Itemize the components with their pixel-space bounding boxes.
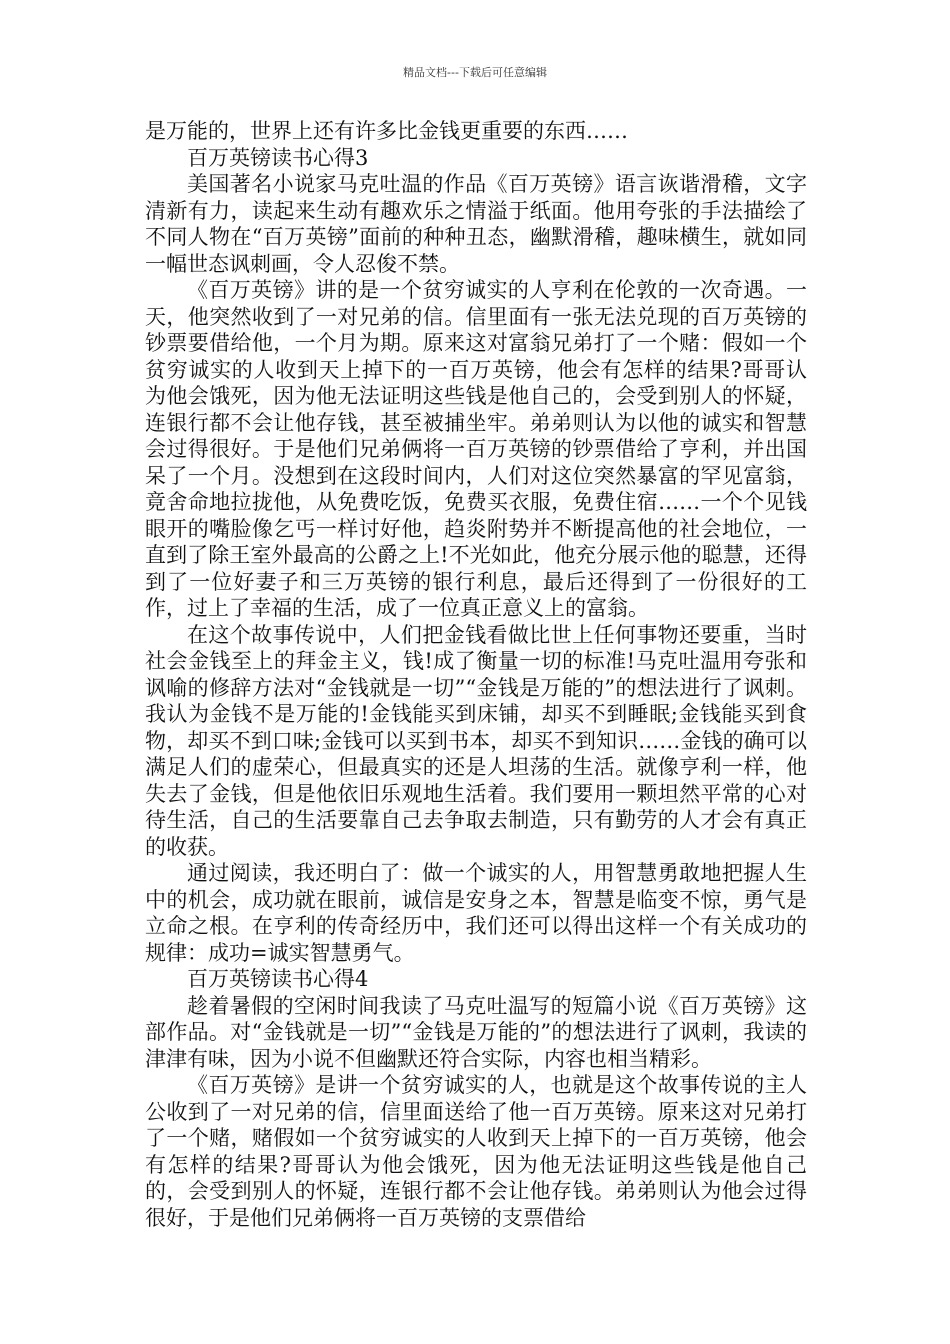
paragraph: 趁着暑假的空闲时间我读了马克吐温写的短篇小说《百万英镑》这部作品。对“金钱就是一切”“金钱是万能的”的想法进行了讽刺，我读的津津有味，因为小说不但幽默还符合实际，内容也相当精彩。	[145, 993, 807, 1071]
paragraph: 《百万英镑》是讲一个贫穷诚实的人，也就是这个故事传说的主人公收到了一对兄弟的信，信里面送给了他一百万英镑。原来这对兄弟打了一个赌，赌假如一个贫穷诚实的人收到天上掉下的一百万英镑，他会有怎样的结果?哥哥认为他会饿死，因为他无法证明这些钱是他自己的，会受到别人的怀疑，连银行都不会让他存钱。弟弟则认为他会过得很好，于是他们兄弟俩将一百万英镑的支票借给	[145, 1073, 807, 1230]
section-heading-3: 百万英镑读书心得3	[187, 145, 369, 170]
paragraph: 《百万英镑》讲的是一个贫穷诚实的人亨利在伦敦的一次奇遇。一天，他突然收到了一对兄弟的信。信里面有一张无法兑现的百万英镑的钞票要借给他，一个月为期。原来这对富翁兄弟打了一个赌：假如一个贫穷诚实的人收到天上掉下的一百万英镑，他会有怎样的结果?哥哥认为他会饿死，因为他无法证明这些钱是他自己的，会受到别人的怀疑，连银行都不会让他存钱，甚至被捕坐牢。弟弟则认为以他的诚实和智慧会过得很好。于是他们兄弟俩将一百万英镑的钞票借给了亨利，并出国呆了一个月。没想到在这段时间内，人们对这位突然暴富的罕见富翁，竟舍命地拉拢他，从免费吃饭，免费买衣服，免费住宿……一个个见钱眼开的嘴脸像乞丐一样讨好他，趋炎附势并不断提高他的社会地位，一直到了除王室外最高的公爵之上!不光如此，他充分展示他的聪慧，还得到了一位好妻子和三万英镑的银行利息，最后还得到了一份很好的工作，过上了幸福的生活，成了一位真正意义上的富翁。	[145, 278, 807, 620]
paragraph: 美国著名小说家马克吐温的作品《百万英镑》语言诙谐滑稽，文字清新有力，读起来生动有趣欢乐之情溢于纸面。他用夸张的手法描绘了不同人物在“百万英镑”面前的种种丑态，幽默滑稽，趣味横生，就如同一幅世态讽刺画，令人忍俊不禁。	[145, 172, 807, 276]
paragraph: 在这个故事传说中，人们把金钱看做比世上任何事物还要重，当时社会金钱至上的拜金主义，钱!成了衡量一切的标准!马克吐温用夸张和讽喻的修辞方法对“金钱就是一切”“金钱是万能的”的想法进行了讽刺。我认为金钱不是万能的!金钱能买到床铺，却买不到睡眠;金钱能买到食物，却买不到口味;金钱可以买到书本，却买不到知识……金钱的确可以满足人们的虚荣心，但最真实的还是人坦荡的生活。就像亨利一样，他失去了金钱，但是他依旧乐观地生活着。我们要用一颗坦然平常的心对待生活，自己的生活要靠自己去争取去制造，只有勤劳的人才会有真正的收获。	[145, 622, 807, 859]
document-body	[145, 118, 807, 1231]
page-header: 精品文档---下载后可任意编辑	[403, 66, 547, 79]
paragraph: 通过阅读，我还明白了：做一个诚实的人，用智慧勇敢地把握人生中的机会，成功就在眼前，诚信是安身之本，智慧是临变不惊，勇气是立命之根。在亨利的传奇经历中，我们还可以得出这样一个有关成功的规律：成功=诚实智慧勇气。	[145, 861, 807, 965]
section-heading-4: 百万英镑读书心得4	[187, 967, 369, 991]
paragraph-continuation: 是万能的，世界上还有许多比金钱更重要的东西……	[145, 119, 628, 143]
